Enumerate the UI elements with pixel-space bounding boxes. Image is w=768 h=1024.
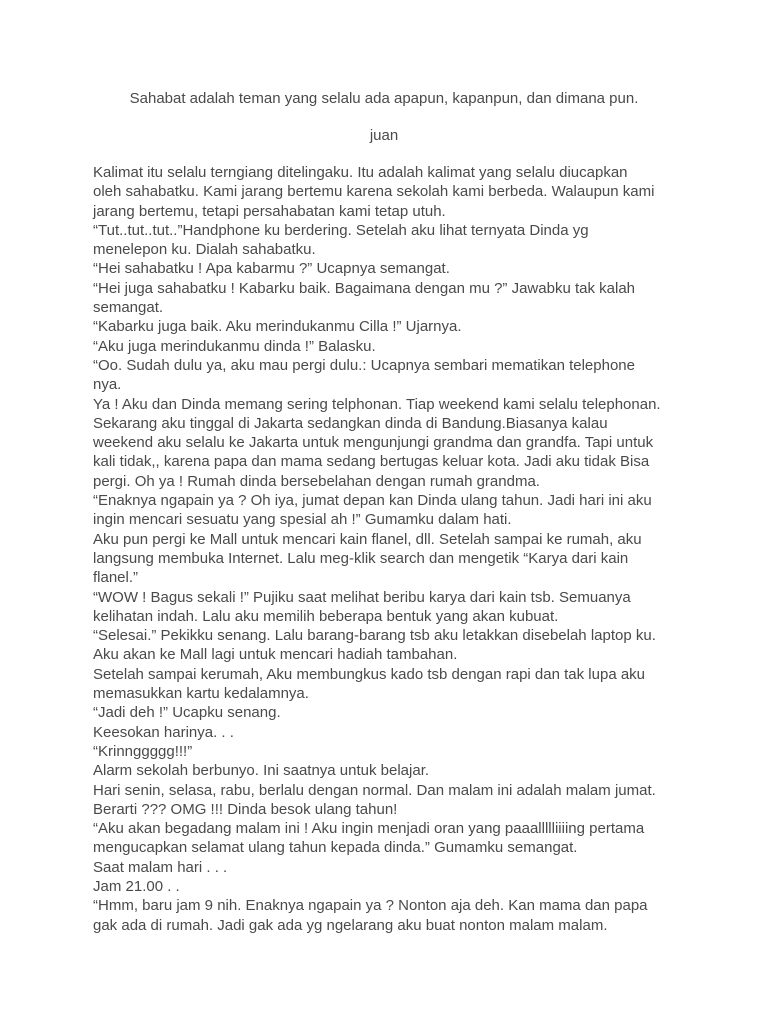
text-line: Berarti ??? OMG !!! Dinda besok ulang tahun! (93, 800, 398, 818)
story-body (93, 163, 693, 935)
text-line: flanel.” (93, 569, 139, 587)
text-line: jarang bertemu, tetapi persahabatan kami tetap utuh. (93, 202, 446, 220)
text-line: Ya ! Aku dan Dinda memang sering telphonan. Tiap weekend kami selalu telephonan. (93, 395, 661, 413)
text-line: Hari senin, selasa, rabu, berlalu dengan normal. Dan malam ini adalah malam jumat. (93, 781, 656, 799)
text-line: Aku akan ke Mall lagi untuk mencari hadiah tambahan. (93, 646, 458, 664)
text-line: Aku pun pergi ke Mall untuk mencari kain flanel, dll. Setelah sampai ke rumah, aku (93, 530, 642, 548)
text-line: “Aku juga merindukanmu dinda !” Balasku. (93, 337, 376, 355)
text-line: “Hmm, baru jam 9 nih. Enaknya ngapain ya ? Nonton aja deh. Kan mama dan papa (93, 897, 648, 915)
text-line: Setelah sampai kerumah, Aku membungkus kado tsb dengan rapi dan tak lupa aku (93, 665, 646, 683)
text-line: ingin mencari sesuatu yang spesial ah !” Gumamku dalam hati. (93, 511, 512, 529)
text-line: “Kabarku juga baik. Aku merindukanmu Cilla !” Ujarnya. (93, 318, 462, 336)
text-line: “Oo. Sudah dulu ya, aku mau pergi dulu.: Ucapnya sembari mematikan telephone (93, 356, 635, 374)
text-line: semangat. (93, 299, 164, 317)
text-line: Keesokan harinya. . . (93, 723, 234, 741)
text-line: “Selesai.” Pekikku senang. Lalu barang-barang tsb aku letakkan disebelah laptop ku. (93, 627, 656, 645)
text-line: “WOW ! Bagus sekali !” Pujiku saat melihat beribu karya dari kain tsb. Semuanya (93, 588, 631, 606)
text-line: “Tut..tut..tut..”Handphone ku berdering. Setelah aku lihat ternyata Dinda yg (93, 221, 589, 239)
text-line: “Krinnggggg!!!” (93, 742, 193, 760)
text-line: “Hei juga sahabatku ! Kabarku baik. Bagaimana dengan mu ?” Jawabku tak kalah (93, 279, 635, 297)
text-line: pergi. Oh ya ! Rumah dinda bersebelahan dengan rumah grandma. (93, 472, 540, 490)
text-line: menelepon ku. Dialah sahabatku. (93, 241, 316, 259)
text-line: mengucapkan selamat ulang tahun kepada dinda.” Gumamku semangat. (93, 839, 578, 857)
text-line: “Hei sahabatku ! Apa kabarmu ?” Ucapnya semangat. (93, 260, 450, 278)
text-line: Sekarang aku tinggal di Jakarta sedangkan dinda di Bandung.Biasanya kalau (93, 414, 608, 432)
text-line: Alarm sekolah berbunyo. Ini saatnya untuk belajar. (93, 762, 430, 780)
text-line: gak ada di rumah. Jadi gak ada yg ngelarang aku buat nonton malam malam. (93, 916, 608, 934)
text-line: weekend aku selalu ke Jakarta untuk mengunjungi grandma dan grandfa. Tapi untuk (93, 434, 654, 452)
text-line: “Aku akan begadang malam ini ! Aku ingin menjadi oran yang paaallllliiiing pertama (93, 820, 645, 838)
text-line: oleh sahabatku. Kami jarang bertemu karena sekolah kami berbeda. Walaupun kami (93, 183, 655, 201)
text-line: langsung membuka Internet. Lalu meg-klik search dan mengetik “Karya dari kain (93, 549, 629, 567)
text-line: nya. (93, 376, 122, 394)
text-line: memasukkan kartu kedalamnya. (93, 685, 309, 703)
text-line: “Jadi deh !” Ucapku senang. (93, 704, 281, 722)
text-line: Jam 21.00 . . (93, 877, 180, 895)
author-name: juan (369, 127, 399, 144)
text-line: Saat malam hari . . . (93, 858, 228, 876)
story-title: Sahabat adalah teman yang selalu ada apapun, kapanpun, dan dimana pun. (129, 90, 639, 107)
text-line: Kalimat itu selalu terngiang ditelingaku. Itu adalah kalimat yang selalu diucapkan (93, 164, 628, 181)
text-line: “Enaknya ngapain ya ? Oh iya, jumat depan kan Dinda ulang tahun. Jadi hari ini aku (93, 492, 652, 510)
text-line: kali tidak,, karena papa dan mama sedang bertugas keluar kota. Jadi aku tidak Bisa (93, 453, 650, 471)
text-line: kelihatan indah. Lalu aku memilih beberapa bentuk yang akan kubuat. (93, 607, 559, 625)
